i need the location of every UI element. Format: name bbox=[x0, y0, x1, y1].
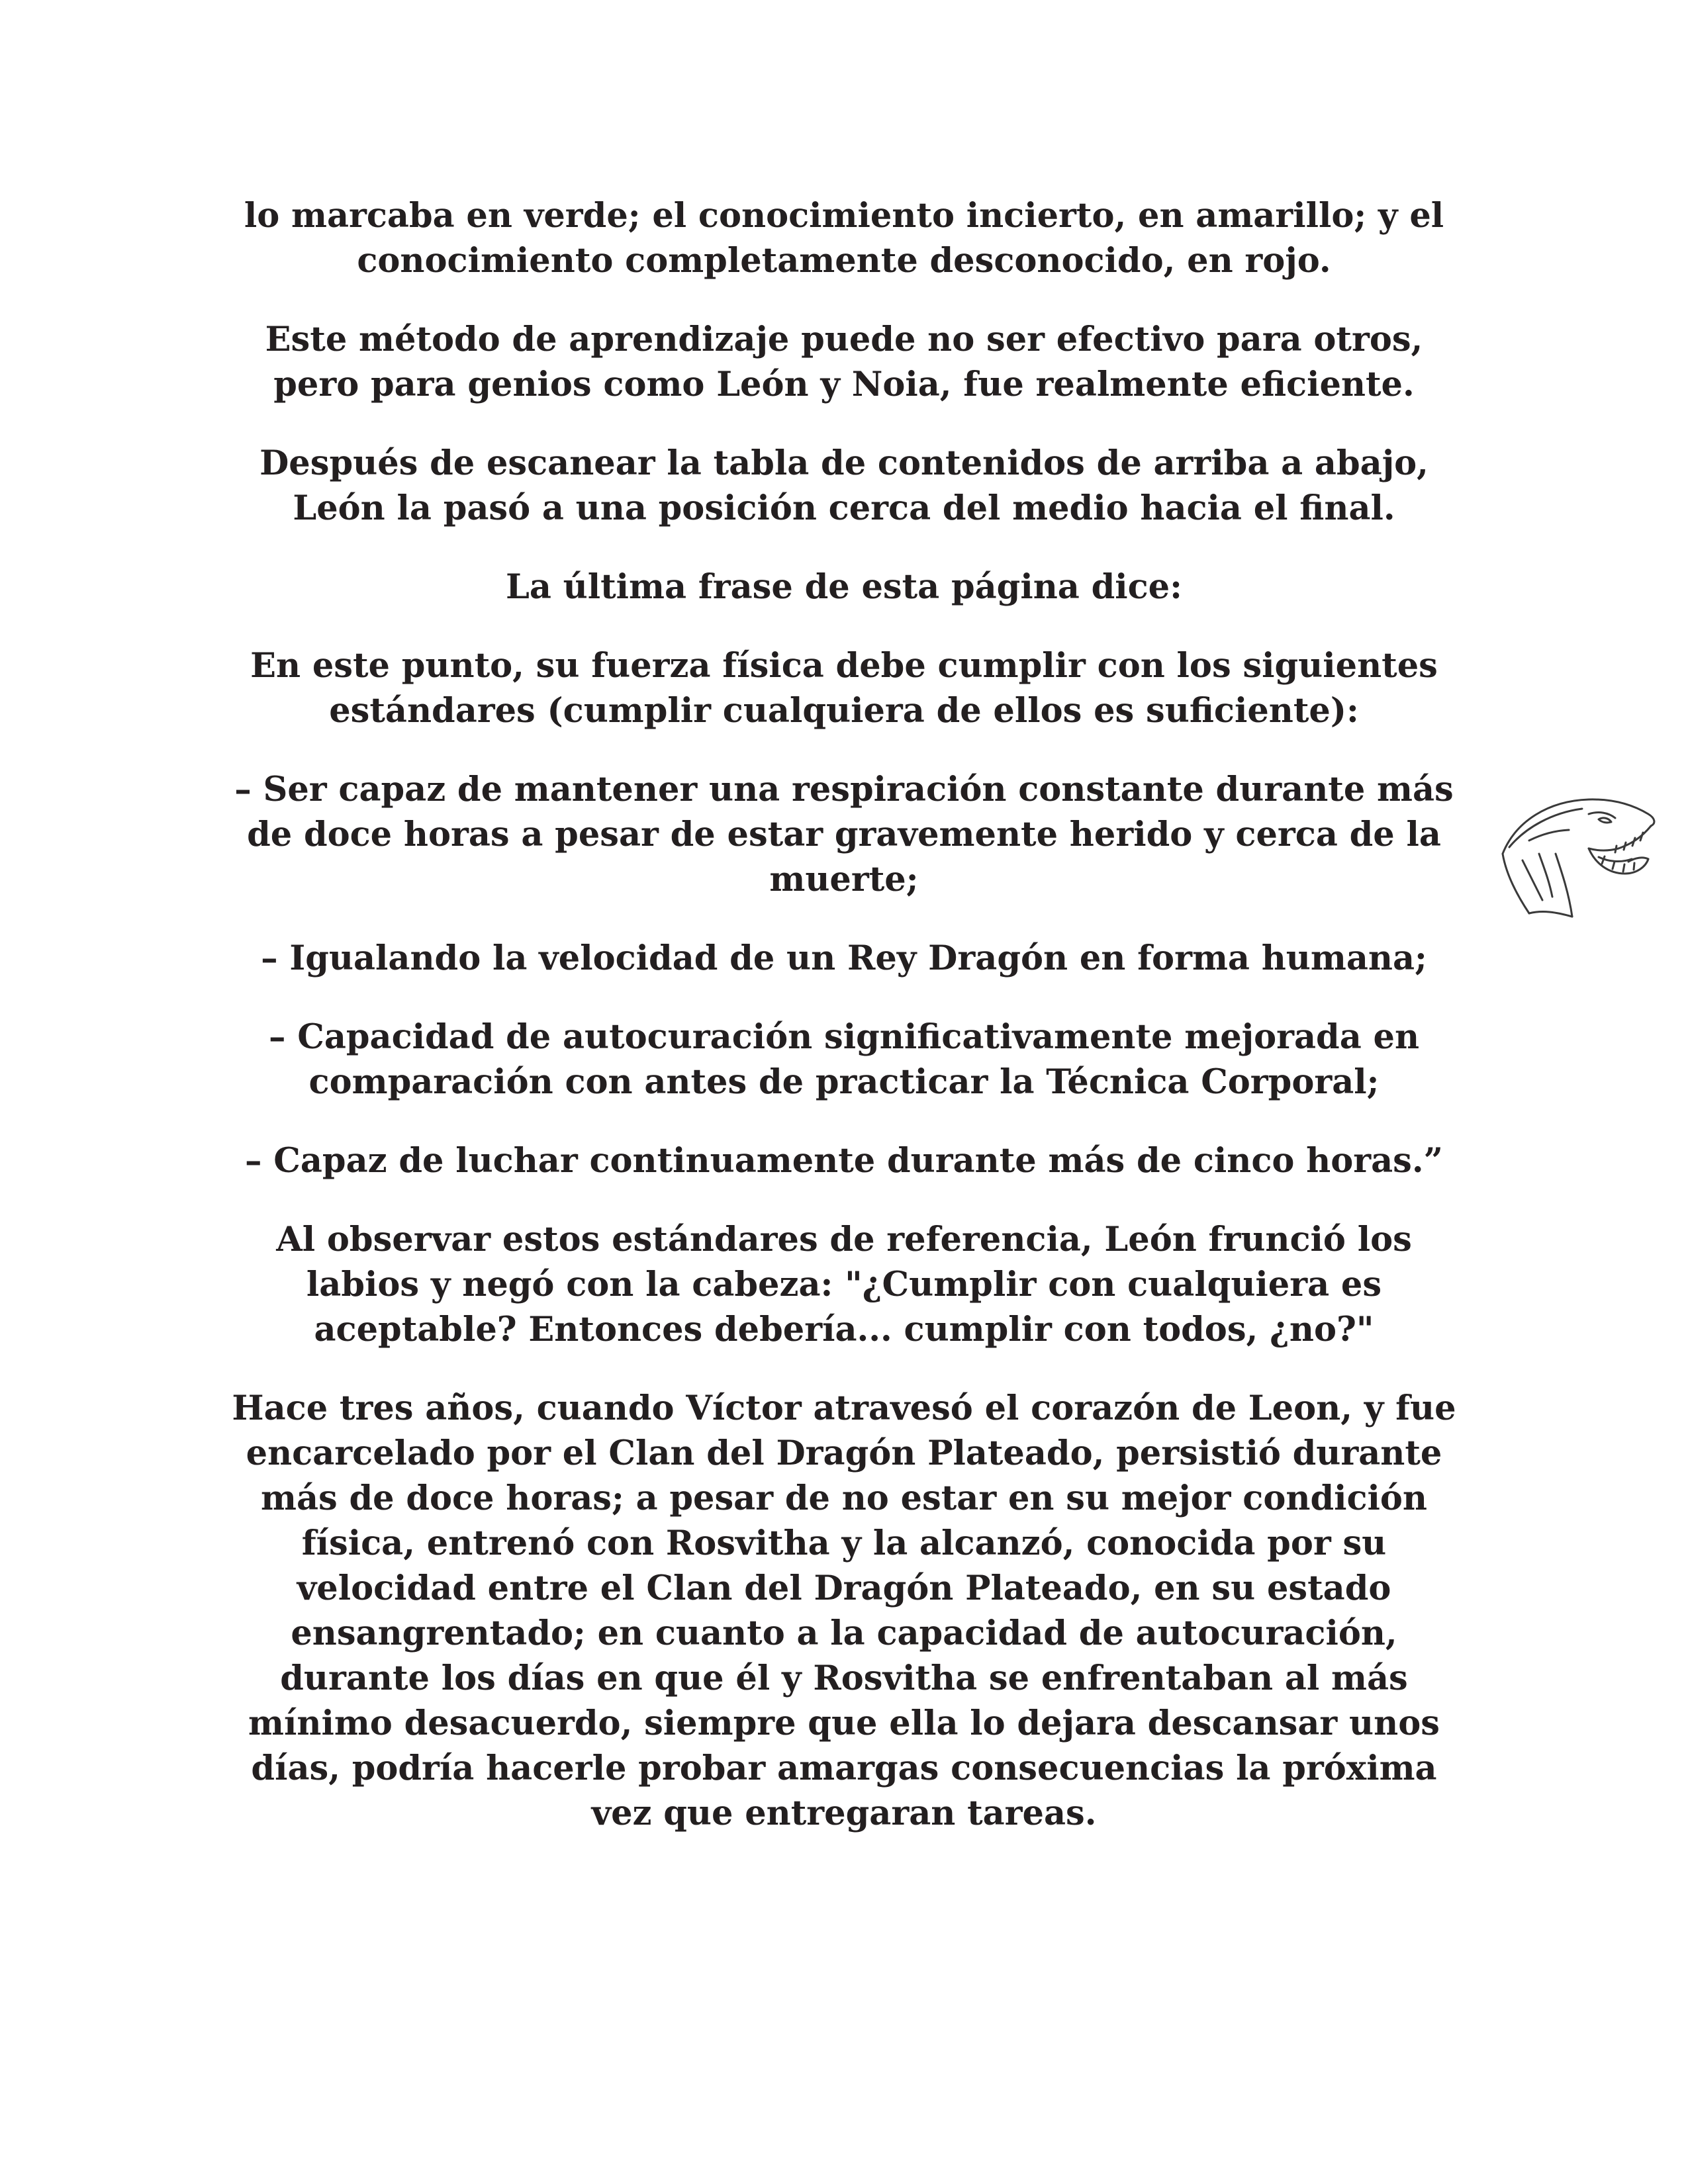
paragraph-11: Hace tres años, cuando Víctor atravesó el corazón de Leon, y fue encarcelado por el Clan del Dragón Plateado, persistió durante más de doce horas; a pesar de no estar en su mejor condición física, entrenó con Rosvitha y la alcanzó, conocida por su velocidad entre el Clan del Dragón Plateado, en su estado ensangrentado; en cuanto a la capacidad de autocuración, durante los días en que él y Rosvitha se enfrentaban al más mínimo desacuerdo, siempre que ella lo dejara descansar unos días, podría hacerle probar amargas consecuencias la próxima vez que entregaran tareas. bbox=[232, 1388, 1456, 1833]
paragraph-10: Al observar estos estándares de referencia, León frunció los labios y negó con la cabeza: "¿Cumplir con cualquiera es aceptable? Entonces debería... cumplir con todos, ¿no?" bbox=[276, 1220, 1412, 1349]
paragraph-1: lo marcaba en verde; el conocimiento incierto, en amarillo; y el conocimiento completamente desconocido, en rojo. bbox=[244, 196, 1444, 281]
paragraph-8: – Capacidad de autocuración significativamente mejorada en comparación con antes de practicar la Técnica Corporal; bbox=[268, 1017, 1420, 1102]
body-text bbox=[225, 193, 1463, 1870]
paragraph-4: La última frase de esta página dice: bbox=[506, 567, 1182, 607]
paragraph-2: Este método de aprendizaje puede no ser efectivo para otros, pero para genios como León y Noia, fue realmente eficiente. bbox=[265, 320, 1423, 404]
dragon-head-sketch-icon bbox=[1489, 774, 1662, 927]
paragraph-9: – Capaz de luchar continuamente durante más de cinco horas.” bbox=[245, 1141, 1443, 1181]
paragraph-5: En este punto, su fuerza física debe cumplir con los siguientes estándares (cumplir cualquiera de ellos es suficiente): bbox=[250, 646, 1438, 731]
paragraph-7: – Igualando la velocidad de un Rey Dragón en forma humana; bbox=[261, 938, 1427, 978]
paragraph-6: – Ser capaz de mantener una respiración constante durante más de doce horas a pesar de estar gravemente herido y cerca de la muerte; bbox=[234, 770, 1454, 899]
paragraph-3: Después de escanear la tabla de contenidos de arriba a abajo, León la pasó a una posición cerca del medio hacia el final. bbox=[259, 443, 1429, 528]
